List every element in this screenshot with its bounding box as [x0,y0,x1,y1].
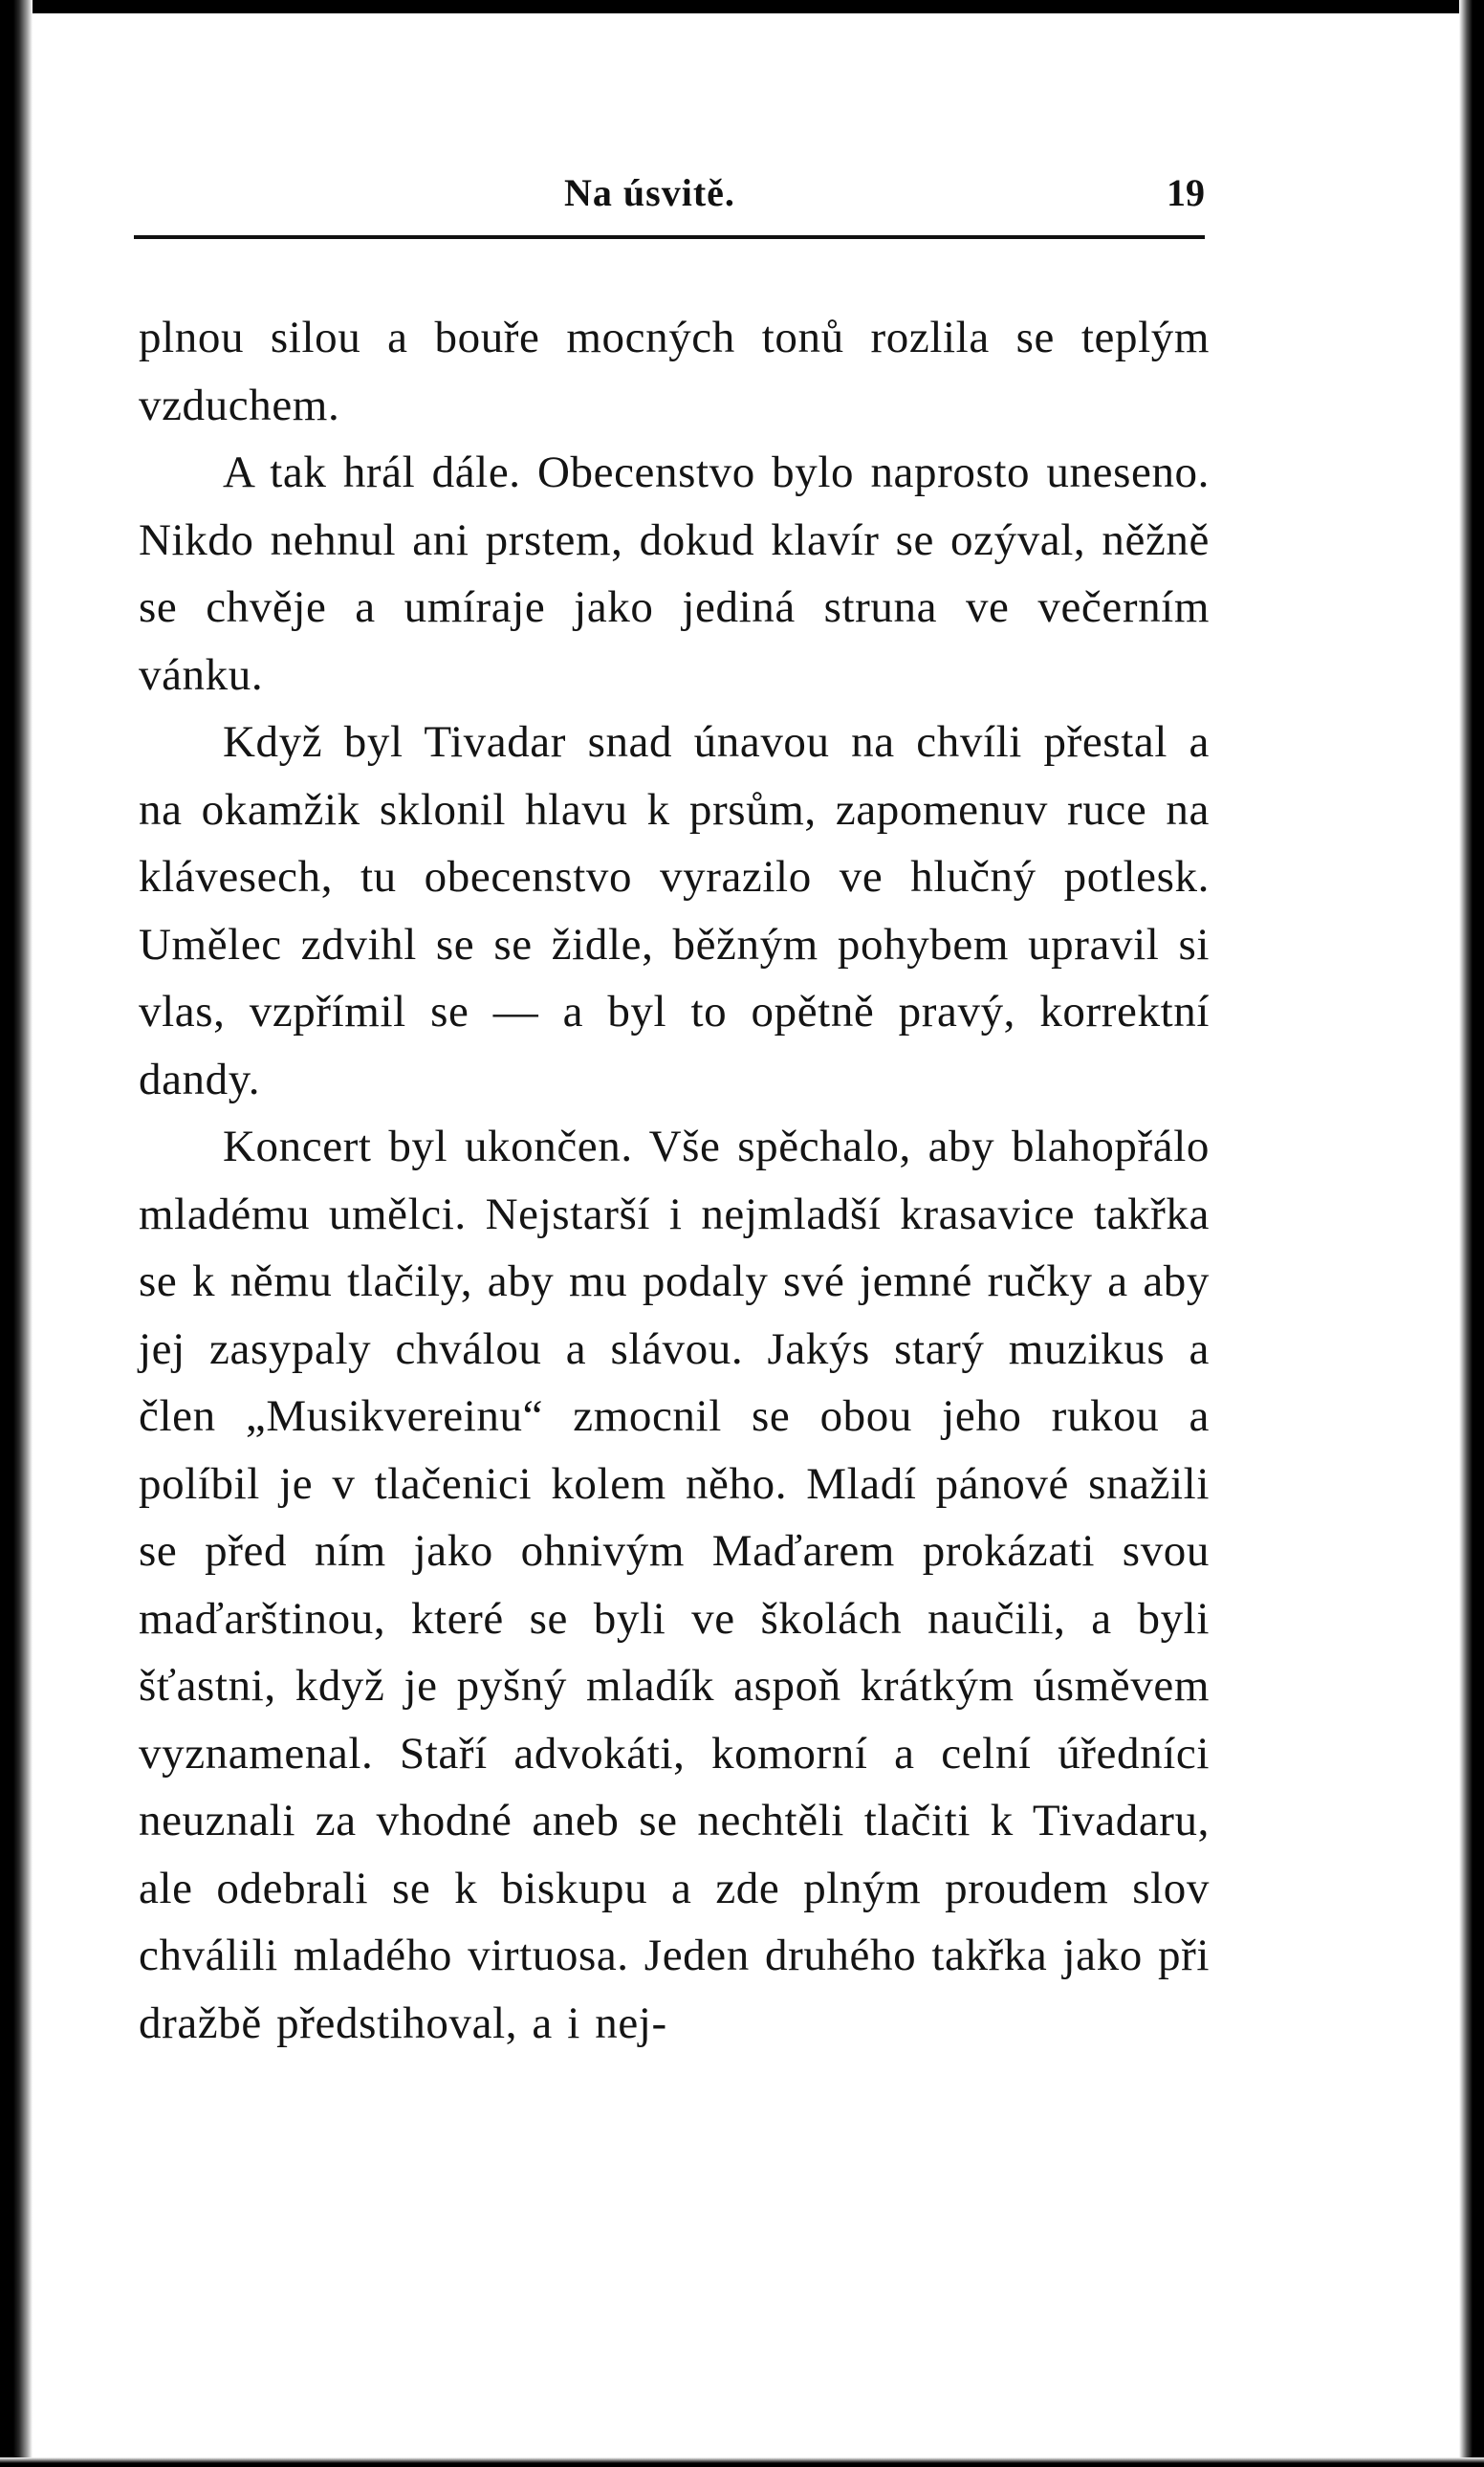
paragraph: A tak hrál dále. Obecenstvo bylo naprosto uneseno. Nikdo nehnul ani prstem, dokud klavír se ozýval, něžně se chvěje a umíraje jako jediná struna ve večerním vánku. [139,448,1210,700]
running-title: Na úsvitě. [564,171,735,214]
paragraph: Když byl Tivadar snad únavou na chvíli přestal a na okamžik sklonil hlavu k prsům, zapomenuv ruce na klávesech, tu obecenstvo vyrazilo ve hlučný potlesk. Umělec zdvihl se se židle, běžným pohybem upravil si vlas, vzpřímil se — a byl to opětně pravý, korrektní dandy. [139,717,1210,1104]
header-rule [134,235,1205,239]
paragraph: plnou silou a bouře mocných tonů rozlila se teplým vzduchem. [139,313,1210,430]
body-text [139,304,1210,2057]
scan-edge-top [0,0,1484,13]
scan-edge-bottom [0,2457,1484,2467]
scan-edge-right [1459,0,1484,2467]
paragraph: Koncert byl ukončen. Vše spěchalo, aby blahopřálo mladému umělci. Nejstarší i nejmladší krasavice takřka se k němu tlačily, aby mu podaly své jemné ručky a aby jej zasypaly chválou a slávou. Jakýs starý muzikus a člen „Musikvereinu“ zmocnil se obou jeho rukou a políbil je v tlačenici kolem něho. Mladí pánové snažili se před ním jako ohnivým Maďarem prokázati svou maďarštinou, které se byli ve školách naučili, a byli šťastni, když je pyšný mladík aspoň krátkým úsměvem vyznamenal. Staří advokáti, komorní a celní úředníci neuznali za vhodné aneb se nechtěli tlačiti k Tivadaru, ale odebrali se k biskupu a zde plným proudem slov chválili mladého virtuosa. Jeden druhého takřka jako při dražbě předstihoval, a i nej- [139,1122,1210,2048]
page-header [134,170,1205,228]
page-number: 19 [1167,171,1205,214]
scan-edge-left [0,0,33,2467]
